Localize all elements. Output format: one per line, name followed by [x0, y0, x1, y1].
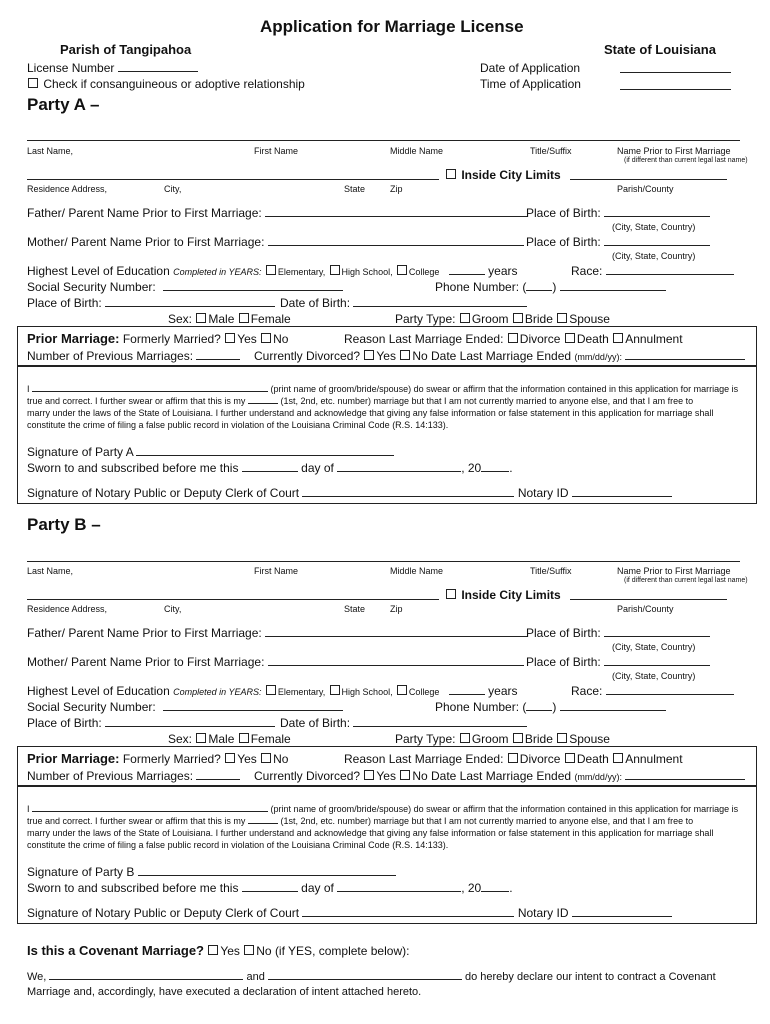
race-field[interactable]: [606, 694, 734, 695]
party-a-notary-field[interactable]: [302, 496, 514, 497]
form-title: Application for Marriage License: [260, 17, 524, 36]
state-label: State: [344, 604, 366, 614]
name-prior-label: Name Prior to First Marriage: [617, 146, 731, 156]
party-a-sworn-day-field[interactable]: [242, 471, 298, 472]
annulment-checkbox[interactable]: [613, 333, 623, 343]
date-of-application-label: Date of Application: [480, 61, 581, 75]
party-a-sworn-month-field[interactable]: [337, 471, 461, 472]
divorced-yes-checkbox[interactable]: [364, 770, 374, 780]
father-row: Father/ Parent Name Prior to First Marriage:: [27, 626, 527, 640]
groom-checkbox[interactable]: [460, 733, 470, 743]
party-a-heading: Party A –: [27, 95, 100, 114]
party-a-oath-line2: true and correct. I further swear or affirm that this is my (1st, 2nd, etc. number) marriage but that I am not currently married to anyone else, and that I am free to: [27, 396, 694, 406]
formerly-married-no-checkbox[interactable]: [261, 333, 271, 343]
name-prior-note: (if different than current legal last name): [624, 157, 748, 164]
parish-name: Parish of Tangipahoa: [60, 42, 192, 57]
mother-birthplace-field[interactable]: [604, 665, 710, 666]
death-checkbox[interactable]: [565, 753, 575, 763]
date-of-application-field[interactable]: [620, 72, 731, 73]
divorce-checkbox[interactable]: [508, 333, 518, 343]
party-b-oath-line4: constitute the crime of filing a false public record in violation of the Louisiana Criminal Code (R.S. 14:133).: [27, 840, 449, 850]
father-row: Father/ Parent Name Prior to First Marriage:: [27, 206, 527, 220]
female-checkbox[interactable]: [239, 733, 249, 743]
birthplace-field[interactable]: [105, 306, 275, 307]
reason-ended-row: Reason Last Marriage Ended: Divorce Death Annulment: [344, 332, 683, 346]
elementary-checkbox[interactable]: [266, 685, 276, 695]
birthplace-field[interactable]: [105, 726, 275, 727]
high-school-checkbox[interactable]: [330, 265, 340, 275]
party-b-name-line[interactable]: [27, 561, 740, 562]
formerly-married-yes-checkbox[interactable]: [225, 333, 235, 343]
mother-name-field[interactable]: [268, 665, 524, 666]
party-b-oath-line3: marry under the laws of the State of Louisiana. I further understand and acknowledge that giving any false information or false statement in this application for marriage shall: [27, 828, 714, 838]
covenant-yes-checkbox[interactable]: [208, 945, 218, 955]
party-b-address-line[interactable]: [27, 599, 439, 600]
dob-field[interactable]: [353, 306, 527, 307]
mother-row: Mother/ Parent Name Prior to First Marriage:: [27, 655, 524, 669]
father-birthplace-hint: (City, State, Country): [612, 642, 696, 652]
birthplace-row: Place of Birth:: [27, 716, 275, 730]
state-name: State of Louisiana: [604, 42, 716, 57]
education-row: Highest Level of Education Completed in YEARS: Elementary, High School, College years: [27, 684, 518, 698]
party-type-row: Party Type: Groom Bride Spouse: [395, 312, 610, 326]
father-name-field[interactable]: [265, 636, 527, 637]
phone-field[interactable]: [560, 710, 666, 711]
first-name-label: First Name: [254, 566, 299, 576]
party-a-sworn-row: Sworn to and subscribed before me this day of , 20 .: [27, 461, 513, 475]
sex-row: Sex: Male Female: [168, 732, 291, 746]
father-birthplace-field[interactable]: [604, 636, 710, 637]
party-b-oath-line2: true and correct. I further swear or affirm that this is my (1st, 2nd, etc. number) marriage but that I am not currently married to anyone else, and that I am free to: [27, 816, 694, 826]
phone-area-field[interactable]: [526, 290, 552, 291]
spouse-checkbox[interactable]: [557, 313, 567, 323]
education-years-field[interactable]: [449, 274, 485, 275]
state-label: State: [344, 184, 366, 194]
party-b-heading: Party B –: [27, 515, 101, 534]
phone-row: Phone Number: ( ): [435, 700, 666, 714]
party-b-sworn-month-field[interactable]: [337, 891, 461, 892]
ssn-field[interactable]: [163, 290, 343, 291]
party-a-oath-line3: marry under the laws of the State of Louisiana. I further understand and acknowledge that giving any false information or false statement in this application for marriage shall: [27, 408, 714, 418]
dob-row: Date of Birth:: [280, 716, 527, 730]
name-prior-note: (if different than current legal last name): [624, 577, 748, 584]
zip-label: Zip: [390, 184, 403, 194]
last-name-label: Last Name,: [27, 146, 74, 156]
covenant-party-one-field[interactable]: [49, 979, 243, 980]
parish-county-label: Parish/County: [617, 184, 674, 194]
date-last-ended-field[interactable]: [625, 779, 745, 780]
party-a-oath-name-field[interactable]: [32, 391, 268, 392]
consanguineous-checkbox[interactable]: [28, 78, 38, 88]
party-a-sworn-year-field[interactable]: [481, 471, 509, 472]
formerly-married-no-checkbox[interactable]: [261, 753, 271, 763]
covenant-declaration-line1: We, and do hereby declare our intent to contract a Covenant: [27, 971, 716, 983]
parish-county-label: Parish/County: [617, 604, 674, 614]
time-of-application-field[interactable]: [620, 89, 731, 90]
num-previous-row: Number of Previous Marriages:: [27, 349, 240, 363]
residence-address-label: Residence Address,: [27, 184, 108, 194]
annulment-checkbox[interactable]: [613, 753, 623, 763]
first-name-label: First Name: [254, 146, 299, 156]
middle-name-label: Middle Name: [390, 146, 444, 156]
mother-birthplace-hint: (City, State, Country): [612, 251, 696, 261]
mother-birthplace-hint: (City, State, Country): [612, 671, 696, 681]
male-checkbox[interactable]: [196, 313, 206, 323]
num-previous-row: Number of Previous Marriages:: [27, 769, 240, 783]
father-birthplace-row: Place of Birth:: [526, 626, 710, 640]
party-a-marriage-number-field[interactable]: [248, 403, 278, 404]
mother-birthplace-field[interactable]: [604, 245, 710, 246]
party-a-signature-row: Signature of Party A: [27, 445, 394, 459]
covenant-no-checkbox[interactable]: [244, 945, 254, 955]
groom-checkbox[interactable]: [460, 313, 470, 323]
party-b-sworn-year-field[interactable]: [481, 891, 509, 892]
zip-label: Zip: [390, 604, 403, 614]
father-birthplace-field[interactable]: [604, 216, 710, 217]
party-b-sworn-day-field[interactable]: [242, 891, 298, 892]
party-b-signature-field[interactable]: [138, 875, 396, 876]
num-previous-field[interactable]: [196, 779, 240, 780]
city-label: City,: [164, 184, 182, 194]
middle-name-label: Middle Name: [390, 566, 444, 576]
bride-checkbox[interactable]: [513, 313, 523, 323]
party-b-notary-id-field[interactable]: [572, 916, 672, 917]
dob-field[interactable]: [353, 726, 527, 727]
num-previous-field[interactable]: [196, 359, 240, 360]
divorced-yes-checkbox[interactable]: [364, 350, 374, 360]
mother-name-field[interactable]: [268, 245, 524, 246]
party-b-notary-row: Signature of Notary Public or Deputy Clerk of Court Notary ID: [27, 906, 672, 920]
mother-birthplace-row: Place of Birth:: [526, 235, 710, 249]
license-number-field[interactable]: [118, 71, 198, 72]
father-birthplace-row: Place of Birth:: [526, 206, 710, 220]
party-a-oath-line1: I (print name of groom/bride/spouse) do swear or affirm that the information contained in this application for marriage is: [27, 384, 739, 394]
party-a-notary-row: Signature of Notary Public or Deputy Clerk of Court Notary ID: [27, 486, 672, 500]
prior-marriage-row: Prior Marriage: Formerly Married? Yes No: [27, 331, 289, 346]
currently-divorced-row: Currently Divorced? Yes No Date Last Marriage Ended (mm/dd/yy):: [254, 349, 745, 363]
ssn-row: Social Security Number:: [27, 280, 343, 294]
sex-row: Sex: Male Female: [168, 312, 291, 326]
party-b-signature-row: Signature of Party B: [27, 865, 396, 879]
inside-city-limits-checkbox[interactable]: [446, 169, 456, 179]
inside-city-limits: Inside City Limits: [445, 588, 561, 602]
residence-address-label: Residence Address,: [27, 604, 108, 614]
race-row: Race:: [571, 684, 734, 698]
elementary-checkbox[interactable]: [266, 265, 276, 275]
name-prior-label: Name Prior to First Marriage: [617, 566, 731, 576]
death-checkbox[interactable]: [565, 333, 575, 343]
ssn-field[interactable]: [163, 710, 343, 711]
party-type-row: Party Type: Groom Bride Spouse: [395, 732, 610, 746]
party-b-parish-line[interactable]: [570, 599, 727, 600]
father-name-field[interactable]: [265, 216, 527, 217]
ssn-row: Social Security Number:: [27, 700, 343, 714]
party-b-sworn-row: Sworn to and subscribed before me this day of , 20 .: [27, 881, 513, 895]
college-checkbox[interactable]: [397, 685, 407, 695]
covenant-declaration-line2: Marriage and, accordingly, have executed a declaration of intent attached hereto.: [27, 986, 422, 998]
reason-ended-row: Reason Last Marriage Ended: Divorce Death Annulment: [344, 752, 683, 766]
currently-divorced-row: Currently Divorced? Yes No Date Last Marriage Ended (mm/dd/yy):: [254, 769, 745, 783]
city-label: City,: [164, 604, 182, 614]
covenant-question-row: Is this a Covenant Marriage? Yes No (if YES, complete below):: [27, 943, 410, 958]
college-checkbox[interactable]: [397, 265, 407, 275]
bride-checkbox[interactable]: [513, 733, 523, 743]
party-a-name-line[interactable]: [27, 140, 740, 141]
formerly-married-yes-checkbox[interactable]: [225, 753, 235, 763]
spouse-checkbox[interactable]: [557, 733, 567, 743]
last-name-label: Last Name,: [27, 566, 74, 576]
covenant-party-two-field[interactable]: [268, 979, 462, 980]
party-b-notary-field[interactable]: [302, 916, 514, 917]
divorced-no-checkbox[interactable]: [400, 770, 410, 780]
phone-row: Phone Number: ( ): [435, 280, 666, 294]
education-row: Highest Level of Education Completed in YEARS: Elementary, High School, College years: [27, 264, 518, 278]
dob-row: Date of Birth:: [280, 296, 527, 310]
consanguineous-row: Check if consanguineous or adoptive relationship: [27, 77, 305, 91]
license-number-label: License Number: [27, 61, 198, 75]
divorced-no-checkbox[interactable]: [400, 350, 410, 360]
race-field[interactable]: [606, 274, 734, 275]
time-of-application-label: Time of Application: [480, 77, 581, 91]
party-b-marriage-number-field[interactable]: [248, 823, 278, 824]
phone-field[interactable]: [560, 290, 666, 291]
mother-birthplace-row: Place of Birth:: [526, 655, 710, 669]
education-years-field[interactable]: [449, 694, 485, 695]
divorce-checkbox[interactable]: [508, 753, 518, 763]
party-a-parish-line[interactable]: [570, 179, 727, 180]
date-last-ended-field[interactable]: [625, 359, 745, 360]
mother-row: Mother/ Parent Name Prior to First Marriage:: [27, 235, 524, 249]
party-a-notary-id-field[interactable]: [572, 496, 672, 497]
party-a-oath-line4: constitute the crime of filing a false public record in violation of the Louisiana Criminal Code (R.S. 14:133).: [27, 420, 449, 430]
race-row: Race:: [571, 264, 734, 278]
title-suffix-label: Title/Suffix: [530, 566, 572, 576]
high-school-checkbox[interactable]: [330, 685, 340, 695]
female-checkbox[interactable]: [239, 313, 249, 323]
party-b-oath-line1: I (print name of groom/bride/spouse) do swear or affirm that the information contained in this application for marriage is: [27, 804, 739, 814]
inside-city-limits: Inside City Limits: [445, 168, 561, 182]
party-a-signature-field[interactable]: [136, 455, 394, 456]
party-a-address-line[interactable]: [27, 179, 439, 180]
inside-city-limits-checkbox[interactable]: [446, 589, 456, 599]
phone-area-field[interactable]: [526, 710, 552, 711]
birthplace-row: Place of Birth:: [27, 296, 275, 310]
party-b-oath-name-field[interactable]: [32, 811, 268, 812]
title-suffix-label: Title/Suffix: [530, 146, 572, 156]
prior-marriage-row: Prior Marriage: Formerly Married? Yes No: [27, 751, 289, 766]
male-checkbox[interactable]: [196, 733, 206, 743]
father-birthplace-hint: (City, State, Country): [612, 222, 696, 232]
